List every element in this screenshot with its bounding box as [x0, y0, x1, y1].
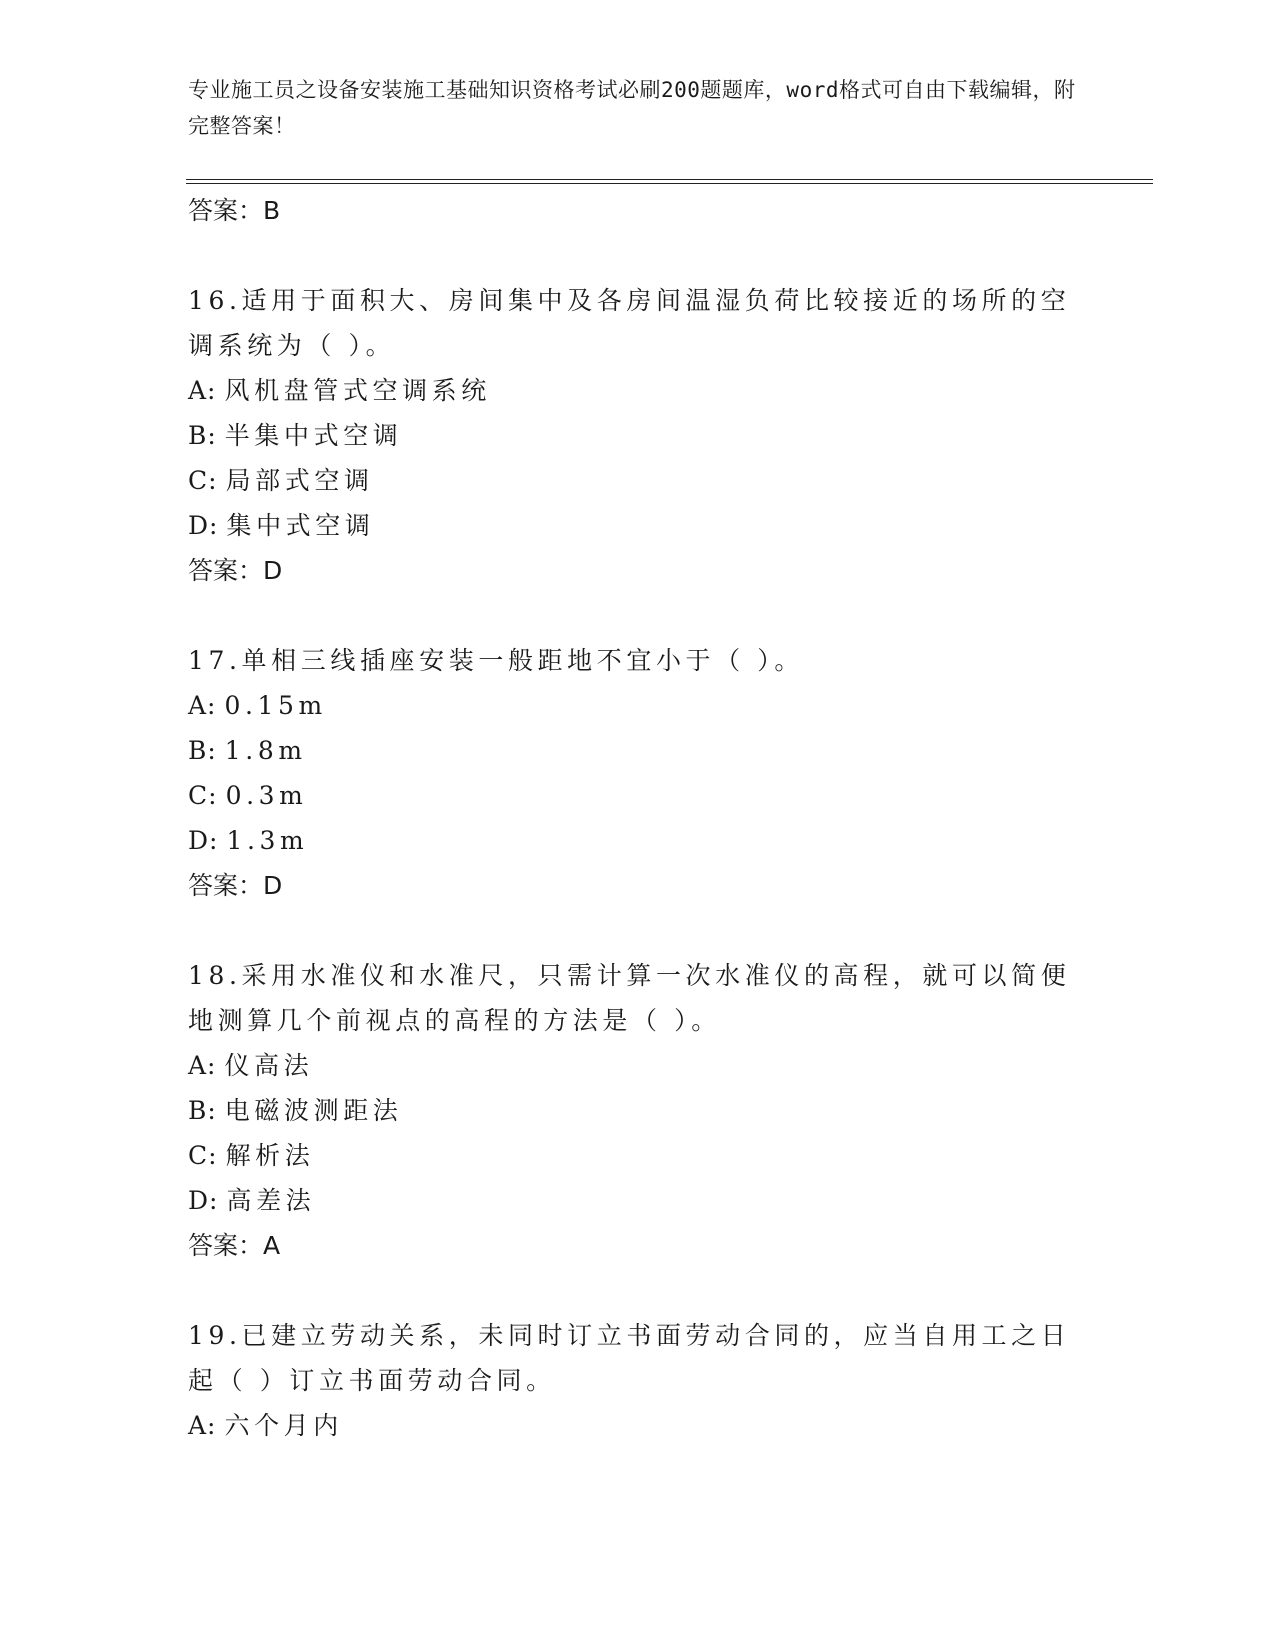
- option-text: 电磁波测距法: [224, 1096, 403, 1125]
- option-letter: B:: [188, 1096, 217, 1125]
- document-header: 专业施工员之设备安装施工基础知识资格考试必刷200题题库，word格式可自由下载编辑，附完整答案！: [188, 78, 1076, 138]
- question-18: [188, 953, 1088, 1269]
- option-b: [188, 413, 1088, 458]
- option-text: 半集中式空调: [224, 421, 403, 450]
- option-letter: A:: [188, 1411, 217, 1440]
- option-d: [188, 1178, 1088, 1223]
- option-a: [188, 1043, 1088, 1088]
- option-letter: B:: [188, 736, 217, 765]
- option-letter: C:: [188, 1141, 218, 1170]
- header-rule-bottom: [186, 183, 1153, 184]
- option-c: [188, 1133, 1088, 1178]
- option-text: 风机盘管式空调系统: [224, 376, 491, 405]
- question-text: 16.适用于面积大、房间集中及各房间温湿负荷比较接近的场所的空调系统为（ ）。: [188, 286, 1071, 360]
- option-text: 六个月内: [224, 1411, 343, 1440]
- option-text: 仪高法: [224, 1051, 314, 1080]
- question-list: [188, 188, 1088, 1448]
- question-text: 18.采用水准仪和水准尺，只需计算一次水准仪的高程，就可以简便地测算几个前视点的高程的方法是（ ）。: [188, 961, 1071, 1035]
- answer-line: 答案：D: [188, 871, 283, 900]
- option-c: [188, 458, 1088, 503]
- option-a: [188, 368, 1088, 413]
- answer-line: 答案：A: [188, 1231, 281, 1260]
- option-letter: A:: [188, 376, 217, 405]
- option-letter: C:: [188, 466, 218, 495]
- option-a: [188, 683, 1088, 728]
- question-19: [188, 1313, 1088, 1448]
- question-16: [188, 278, 1088, 594]
- option-letter: D:: [188, 1186, 219, 1215]
- option-b: [188, 1088, 1088, 1133]
- option-text: 解析法: [225, 1141, 315, 1170]
- option-text: 局部式空调: [225, 466, 374, 495]
- answer-line: 答案：B: [188, 196, 281, 225]
- question-text: 19.已建立劳动关系，未同时订立书面劳动合同的，应当自用工之日起（ ）订立书面劳动合同。: [188, 1321, 1071, 1395]
- option-letter: A:: [188, 1051, 217, 1080]
- option-b: [188, 728, 1088, 773]
- option-d: [188, 818, 1088, 863]
- option-a: [188, 1403, 1088, 1448]
- header-rule-top: [186, 179, 1153, 180]
- option-letter: B:: [188, 421, 217, 450]
- option-d: [188, 503, 1088, 548]
- option-letter: D:: [188, 826, 219, 855]
- option-text: 1.8m: [224, 736, 307, 765]
- answer-line: 答案：D: [188, 556, 283, 585]
- question-text: 17.单相三线插座安装一般距地不宜小于（ ）。: [188, 646, 805, 675]
- option-letter: A:: [188, 691, 217, 720]
- option-letter: D:: [188, 511, 219, 540]
- option-c: [188, 773, 1088, 818]
- option-text: 集中式空调: [226, 511, 375, 540]
- option-letter: C:: [188, 781, 218, 810]
- option-text: 1.3m: [226, 826, 309, 855]
- option-text: 高差法: [226, 1186, 316, 1215]
- question-17: [188, 638, 1088, 909]
- option-text: 0.3m: [225, 781, 308, 810]
- option-text: 0.15m: [224, 691, 327, 720]
